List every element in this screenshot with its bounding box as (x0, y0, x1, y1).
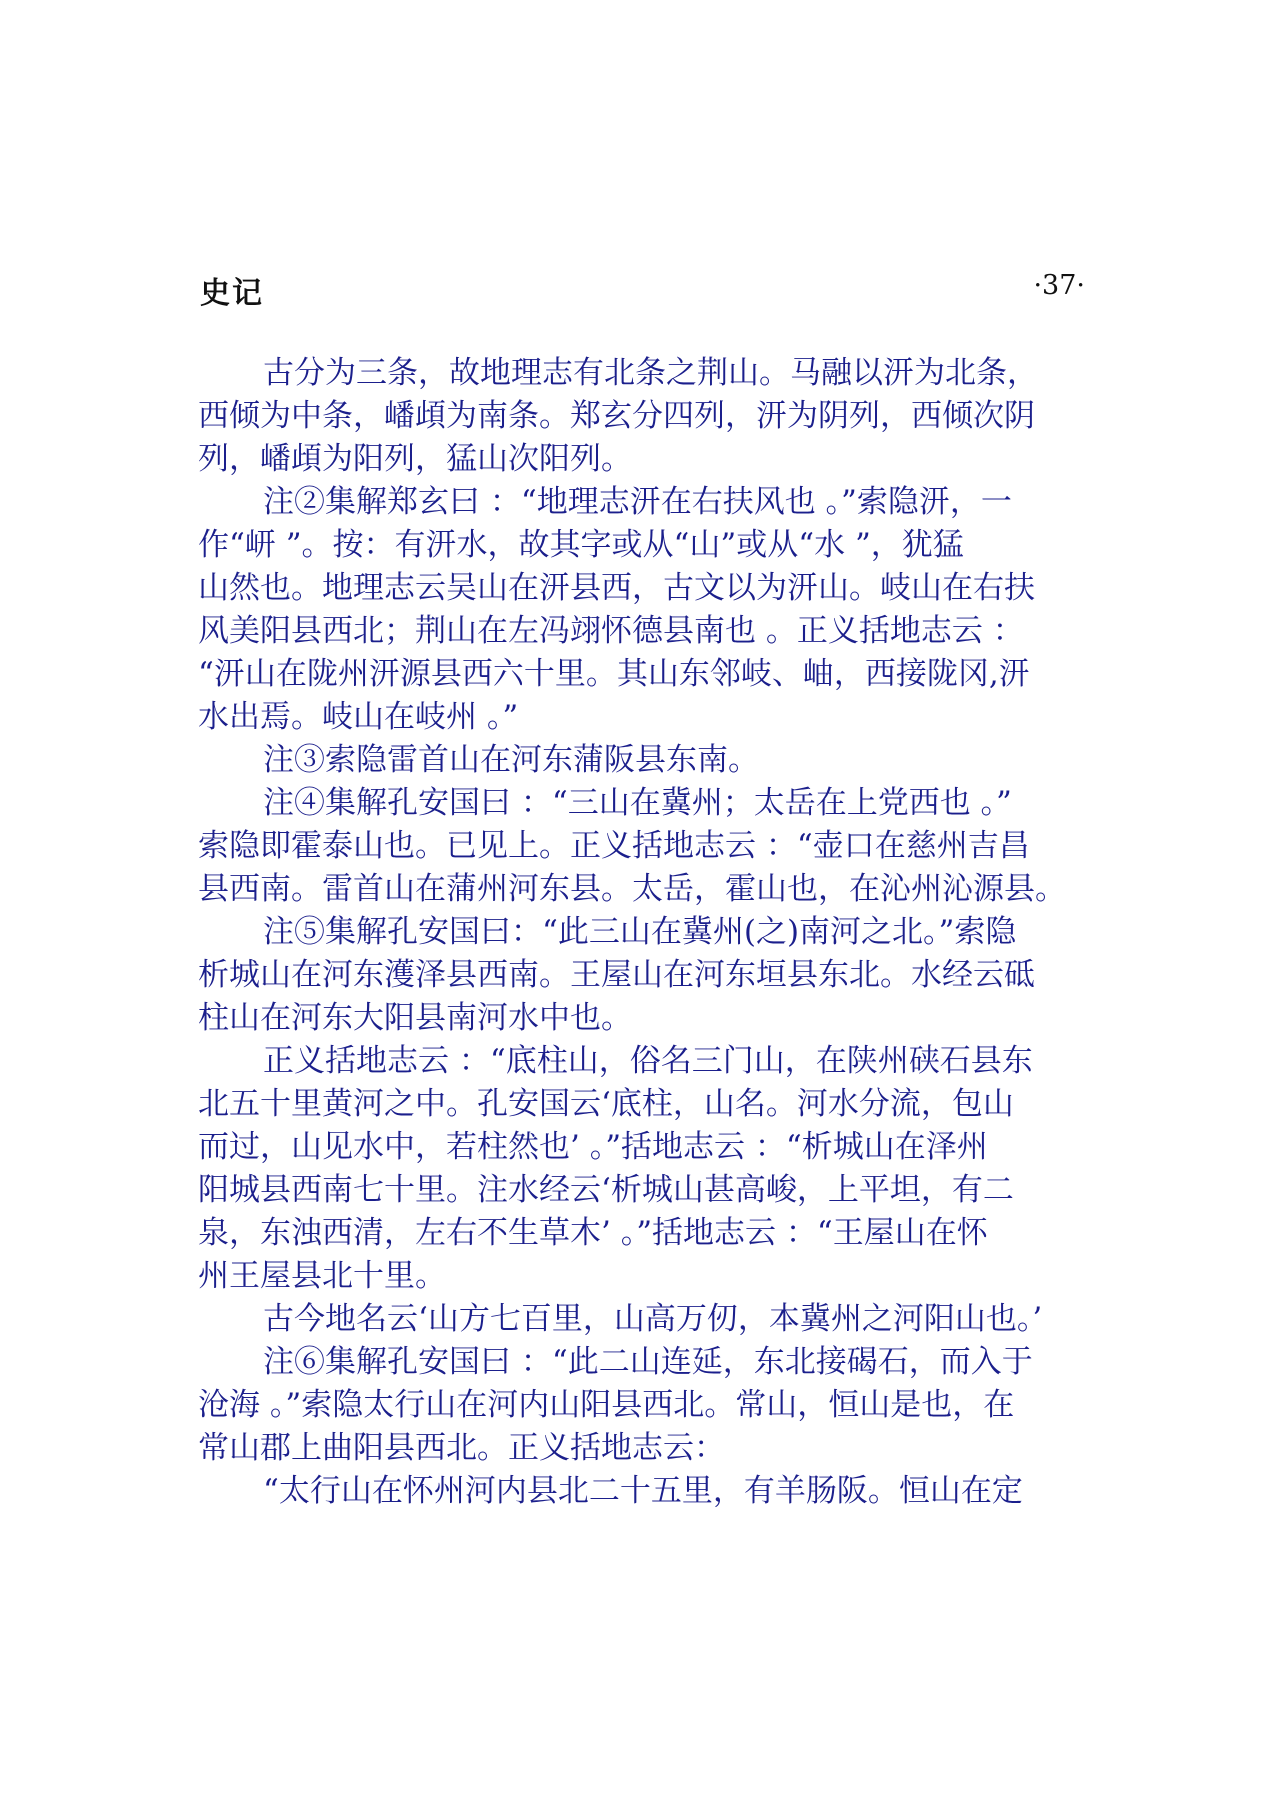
text-line: 阳城县西南七十里。注水经云‘析城山甚高峻，上平坦，有二 (198, 1172, 1014, 1208)
body-text (198, 352, 1088, 1513)
text-line: 析城山在河东濩泽县西南。王屋山在河东垣县东北。水经云砥 (198, 957, 1035, 993)
text-line: 而过，山见水中，若柱然也’ 。”括地志云 ：“析城山在泽州 (198, 1129, 988, 1165)
text-line: 注④集解孔安国曰 ：“三山在冀州；太岳在上党西也 。” (263, 785, 1012, 821)
text-line: 注②集解郑玄曰 ：“地理志汧在右扶风也 。”索隐汧，一 (263, 484, 1012, 520)
text-line: 古今地名云‘山方七百里，山高万仞，本冀州之河阳山也。’ (263, 1301, 1043, 1337)
text-line: 西倾为中条，嶓頉为南条。郑玄分四列，汧为阴列，西倾次阴 (198, 398, 1035, 434)
text-line: 县西南。雷首山在蒲州河东县。太岳，霍山也，在沁州沁源县。 (198, 871, 1066, 907)
text-line: “汧山在陇州汧源县西六十里。其山东邻岐、岫，西接陇冈,汧 (198, 656, 1030, 692)
text-line: 注⑤集解孔安国曰：“此三山在冀州(之)南河之北。”索隐 (263, 914, 1017, 950)
text-line: 常山郡上曲阳县西北。正义括地志云： (198, 1430, 725, 1466)
text-line: 水出焉。岐山在岐州 。” (198, 699, 519, 735)
text-line: “太行山在怀州河内县北二十五里，有羊肠阪。恒山在定 (263, 1473, 1023, 1509)
text-line: 泉，东浊西清，左右不生草木’ 。”括地志云 ：“王屋山在怀 (198, 1215, 988, 1251)
text-line: 作“岍 ”。按：有汧水，故其字或从“山”或从“水 ”，犹猛 (198, 527, 964, 563)
text-line: 正义括地志云 ：“底柱山，俗名三门山，在陕州硖石县东 (263, 1043, 1033, 1079)
text-line: 风美阳县西北；荆山在左冯翊怀德县南也 。正义括地志云 ： (198, 613, 1024, 649)
text-line: 柱山在河东大阳县南河水中也。 (198, 1000, 632, 1036)
text-line: 索隐即霍泰山也。已见上。正义括地志云 ：“壶口在慈州吉昌 (198, 828, 1030, 864)
page-number: ·37· (1033, 270, 1085, 301)
text-line: 沧海 。”索隐太行山在河内山阳县西北。常山，恒山是也，在 (198, 1387, 1015, 1423)
text-line: 注⑥集解孔安国曰 ：“此二山连延，东北接碣石，而入于 (263, 1344, 1033, 1380)
text-line: 注③索隐雷首山在河东蒲阪县东南。 (263, 742, 759, 778)
text-line: 古分为三条，故地理志有北条之荆山。马融以汧为北条， (263, 355, 1038, 391)
text-line: 列，嶓頉为阳列，猛山次阳列。 (198, 441, 632, 477)
page-header (200, 268, 1085, 314)
text-line: 北五十里黄河之中。孔安国云‘底柱，山名。河水分流，包山 (198, 1086, 1014, 1122)
text-line: 州王屋县北十里。 (198, 1258, 446, 1294)
text-line: 山然也。地理志云吴山在汧县西，古文以为汧山。岐山在右扶 (198, 570, 1035, 606)
book-title: 史记 (200, 276, 264, 311)
